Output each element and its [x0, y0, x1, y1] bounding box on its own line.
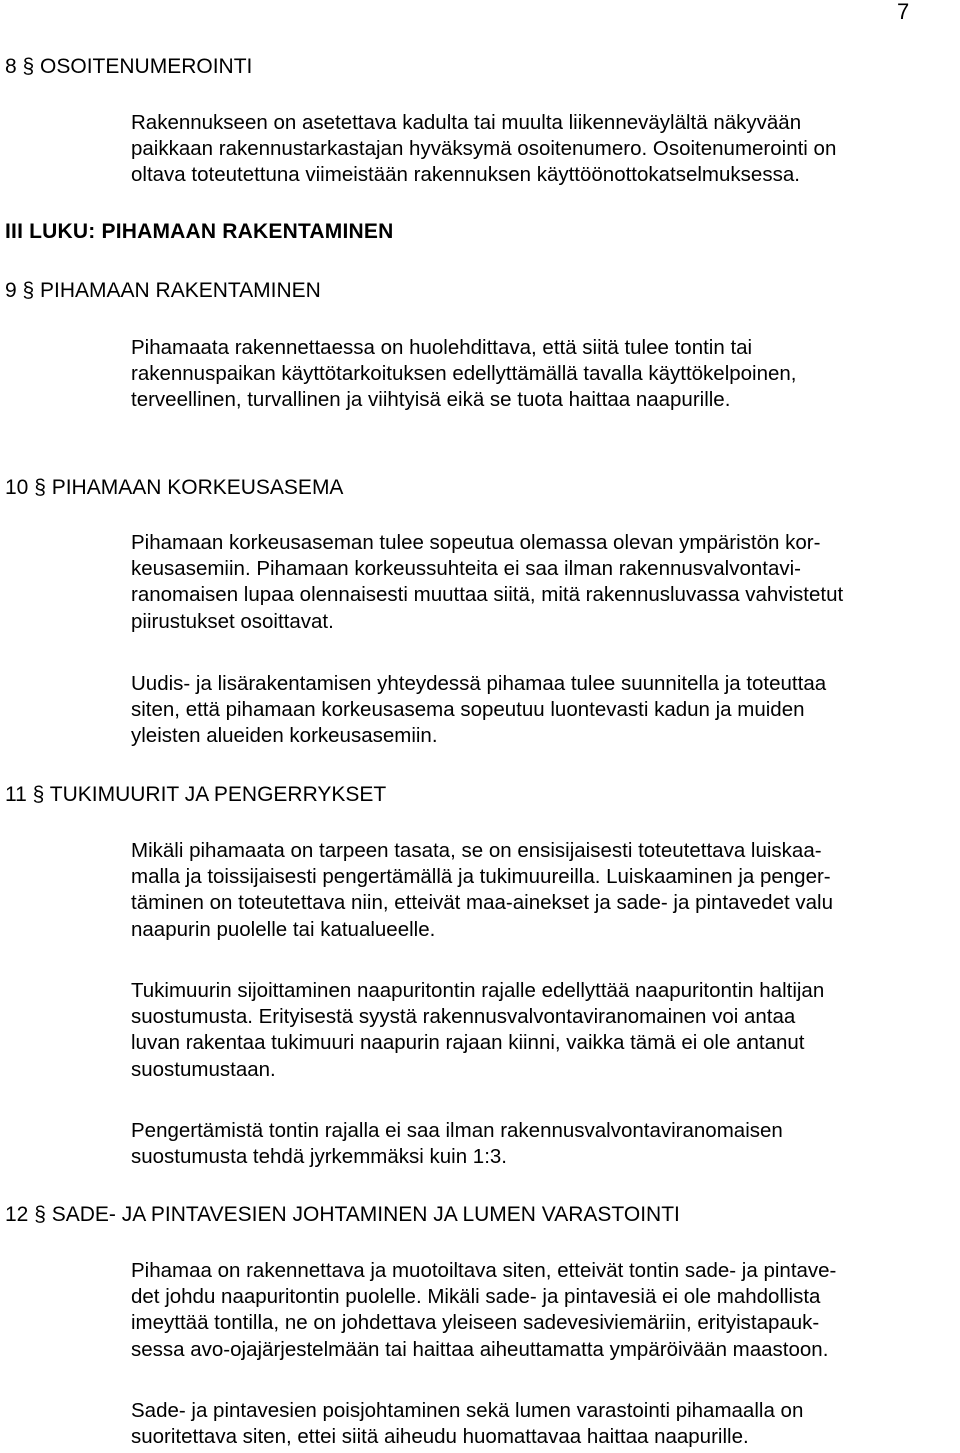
section-8-heading: 8 § OSOITENUMEROINTI	[5, 55, 253, 78]
section-9-heading: 9 § PIHAMAAN RAKENTAMINEN	[5, 279, 321, 302]
text-line: yleisten alueiden korkeusasemiin.	[131, 724, 438, 748]
section-11-paragraph-1	[131, 838, 960, 943]
section-11-paragraph-2	[131, 978, 960, 1083]
section-9-paragraph	[131, 335, 960, 414]
text-line: keusasemiin. Pihamaan korkeussuhteita ei saa ilman rakennusvalvontavi-	[131, 557, 802, 581]
text-line: malla ja toissijaisesti pengertämällä ja tukimuureilla. Luiskaaminen ja penger-	[131, 865, 831, 889]
text-line: suostumusta tehdä jyrkemmäksi kuin 1:3.	[131, 1145, 507, 1169]
text-line: suostumusta. Erityisestä syystä rakennusvalvontaviranomainen voi antaa	[131, 1005, 796, 1029]
text-line: täminen on toteutettava niin, etteivät maa-ainekset ja sade- ja pintavedet valu	[131, 891, 833, 915]
section-12-heading: 12 § SADE- JA PINTAVESIEN JOHTAMINEN JA LUMEN VARASTOINTI	[5, 1203, 680, 1226]
text-line: imeyttää tontilla, ne on johdettava yleiseen sadevesiviemäriin, erityistapauk-	[131, 1311, 820, 1335]
section-8-paragraph	[131, 110, 960, 189]
text-line: Sade- ja pintavesien poisjohtaminen sekä lumen varastointi pihamaalla on	[131, 1399, 804, 1422]
section-11-paragraph-3	[131, 1118, 960, 1170]
text-line: ranomaisen lupaa olennaisesti muuttaa siitä, mitä rakennusluvassa vahvistetut	[131, 583, 844, 607]
section-10-paragraph-1	[131, 530, 960, 635]
section-10-heading: 10 § PIHAMAAN KORKEUSASEMA	[5, 476, 344, 499]
section-10-paragraph-2	[131, 671, 960, 750]
text-line: Pihamaa on rakennettava ja muotoiltava siten, etteivät tontin sade- ja pintave-	[131, 1259, 837, 1282]
text-line: Tukimuurin sijoittaminen naapuritontin rajalle edellyttää naapuritontin haltijan	[131, 979, 825, 1002]
text-line: piirustukset osoittavat.	[131, 609, 334, 633]
text-line: Pengertämistä tontin rajalla ei saa ilman rakennusvalvontaviranomaisen	[131, 1119, 783, 1142]
text-line: suoritettava siten, ettei siitä aiheudu huomattavaa haittaa naapurille.	[131, 1425, 749, 1449]
text-line: suostumustaan.	[131, 1057, 276, 1081]
text-line: terveellinen, turvallinen ja viihtyisä eikä se tuota haittaa naapurille.	[131, 388, 731, 412]
chapter-title: III LUKU: PIHAMAAN RAKENTAMINEN	[5, 220, 394, 243]
section-12-paragraph-1	[131, 1258, 960, 1363]
text-line: paikkaan rakennustarkastajan hyväksymä osoitenumero. Osoitenumerointi on	[131, 137, 837, 161]
text-line: sessa avo-ojajärjestelmään tai haittaa aiheuttamatta ympäröivään maastoon.	[131, 1337, 829, 1361]
text-line: rakennuspaikan käyttötarkoituksen edellyttämällä tavalla käyttökelpoinen,	[131, 362, 797, 386]
text-line: det johdu naapuritontin puolelle. Mikäli sade- ja pintavesiä ei ole mahdollista	[131, 1285, 821, 1309]
text-line: Uudis- ja lisärakentamisen yhteydessä pihamaa tulee suunnitella ja toteuttaa	[131, 672, 827, 695]
text-line: Mikäli pihamaata on tarpeen tasata, se on ensisijaisesti toteutettava luiskaa-	[131, 839, 822, 862]
text-line: luvan rakentaa tukimuuri naapurin rajaan kiinni, vaikka tämä ei ole antanut	[131, 1031, 805, 1055]
text-line: naapurin puolelle tai katualueelle.	[131, 917, 436, 941]
text-line: siten, että pihamaan korkeusasema sopeutuu luontevasti kadun ja muiden	[131, 698, 805, 722]
section-11-heading: 11 § TUKIMUURIT JA PENGERRYKSET	[5, 783, 387, 806]
section-12-paragraph-2	[131, 1398, 960, 1450]
text-line: Pihamaata rakennettaessa on huolehdittava, että siitä tulee tontin tai	[131, 336, 753, 359]
text-line: Rakennukseen on asetettava kadulta tai muulta liikenneväylältä näkyvään	[131, 111, 802, 134]
text-line: oltava toteutettuna viimeistään rakennuksen käyttöönottokatselmuksessa.	[131, 163, 800, 187]
page-number: 7	[897, 0, 910, 24]
text-line: Pihamaan korkeusaseman tulee sopeutua olemassa olevan ympäristön kor-	[131, 531, 821, 554]
